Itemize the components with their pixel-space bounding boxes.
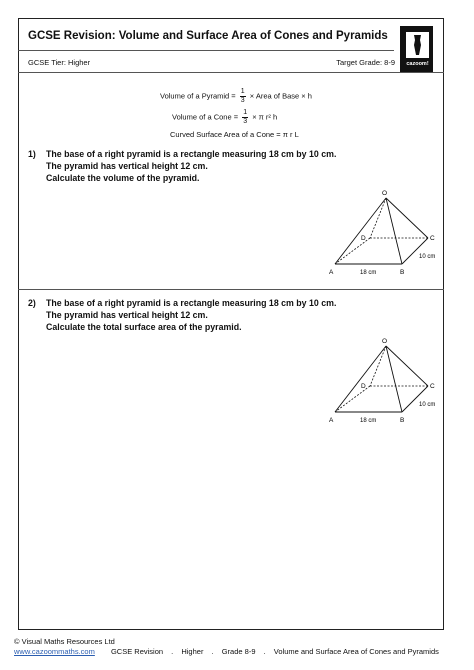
question-divider bbox=[18, 289, 444, 290]
question-text: Calculate the volume of the pyramid. bbox=[46, 173, 200, 183]
label-b: B bbox=[400, 417, 405, 424]
label-a: A bbox=[329, 417, 334, 424]
formula-text: Volume of a Cone = bbox=[172, 112, 239, 122]
pyramid-diagram-1 bbox=[320, 188, 450, 280]
question-text: The base of a right pyramid is a rectangle measuring 18 cm by 10 cm. bbox=[46, 298, 337, 308]
fraction bbox=[240, 88, 246, 105]
fraction bbox=[242, 109, 248, 126]
footer-nav bbox=[14, 647, 445, 656]
formula-text: × Area of Base × h bbox=[249, 91, 312, 101]
crumb-separator: . bbox=[263, 647, 266, 656]
crumb-grade: Grade 8-9 bbox=[221, 647, 256, 656]
label-d: D bbox=[361, 235, 366, 242]
label-length: 18 cm bbox=[360, 270, 377, 276]
header-divider bbox=[18, 50, 394, 51]
logo-text: cazoom! bbox=[406, 61, 429, 67]
footer-copyright: © Visual Maths Resources Ltd bbox=[14, 637, 115, 646]
label-c: C bbox=[430, 383, 435, 390]
target-grade-label: Target Grade: 8-9 bbox=[336, 58, 395, 67]
crumb-separator: . bbox=[171, 647, 174, 656]
label-apex: O bbox=[382, 338, 388, 345]
crumb-topic: Volume and Surface Area of Cones and Pyramids bbox=[273, 647, 439, 656]
question-text: The base of a right pyramid is a rectangle measuring 18 cm by 10 cm. bbox=[46, 149, 337, 159]
label-width: 10 cm bbox=[419, 254, 436, 260]
tier-label: GCSE Tier: Higher bbox=[28, 58, 91, 67]
question-text: The pyramid has vertical height 12 cm. bbox=[46, 161, 208, 171]
fraction-numerator: 1 bbox=[243, 109, 248, 116]
crumb-higher: Higher bbox=[181, 647, 204, 656]
crumb-separator: . bbox=[211, 647, 214, 656]
label-b: B bbox=[400, 269, 405, 276]
website-link[interactable]: www.cazoommaths.com bbox=[14, 647, 95, 656]
crumb-gcse-revision: GCSE Revision bbox=[110, 647, 164, 656]
label-c: C bbox=[430, 235, 435, 242]
fraction-denominator: 3 bbox=[243, 118, 248, 125]
formula-pyramid-volume bbox=[160, 88, 312, 105]
logo-figure-icon bbox=[406, 32, 429, 58]
formula-text: Volume of a Pyramid = bbox=[160, 91, 236, 101]
cazoom-logo bbox=[400, 26, 433, 72]
question-text: Calculate the total surface area of the pyramid. bbox=[46, 322, 242, 332]
subheader-divider bbox=[18, 72, 444, 73]
formula-cone-volume bbox=[172, 109, 277, 126]
question-2 bbox=[28, 297, 336, 333]
page-title: GCSE Revision: Volume and Surface Area of Cones and Pyramids bbox=[28, 30, 388, 42]
label-a: A bbox=[329, 269, 334, 276]
question-1 bbox=[28, 148, 336, 184]
pyramid-diagram-2 bbox=[320, 336, 450, 428]
question-number: 2) bbox=[28, 298, 36, 308]
question-number: 1) bbox=[28, 149, 36, 159]
formula-text: × π r² h bbox=[252, 112, 278, 122]
question-text: The pyramid has vertical height 12 cm. bbox=[46, 310, 208, 320]
label-width: 10 cm bbox=[419, 402, 436, 408]
label-d: D bbox=[361, 383, 366, 390]
formula-cone-csa: Curved Surface Area of a Cone = π r L bbox=[170, 130, 299, 139]
fraction-denominator: 3 bbox=[240, 97, 245, 104]
label-length: 18 cm bbox=[360, 418, 377, 424]
label-apex: O bbox=[382, 190, 388, 197]
fraction-numerator: 1 bbox=[240, 88, 245, 95]
